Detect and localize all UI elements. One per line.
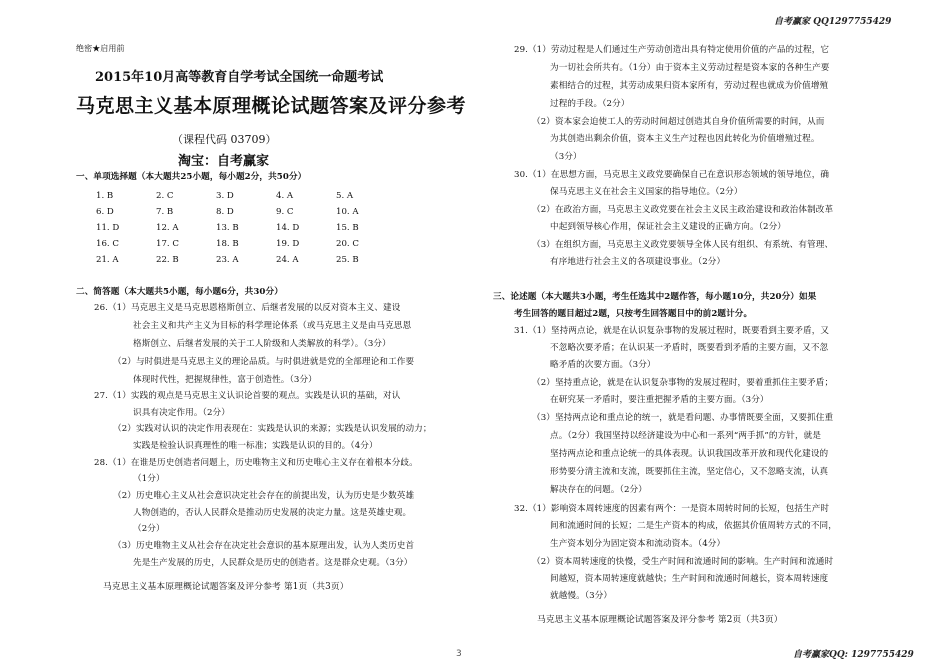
answer-line: 生产资本划分为固定资本和流动资本。（4分） [550,539,726,549]
answer-cell: 21. A [96,255,119,265]
answer-cell: 24. A [276,255,299,265]
answer-cell: 18. B [216,239,239,249]
answer-cell: 14. D [276,223,300,233]
answer-line: 28.（1）在谁是历史创造者问题上，历史唯物主义和历史唯心主义存在着根本分歧。 [94,458,418,468]
answer-line: 点。（2分）我国坚持以经济建设为中心和一系列“两手抓”的方针，就是 [550,431,822,441]
answer-cell: 10. A [336,207,359,217]
answer-cell: 22. B [156,255,179,265]
section-3-note: 考生回答的题目超过2题，只按考生回答题目中的前2题计分。 [514,309,753,319]
answer-line: （3）坚持两点论和重点论的统一，就是看问题、办事情既要全面，又要抓住重 [532,413,834,423]
answer-line: 为一切社会所共有。（1分）由于资本主义劳动过程是资本家的各种生产要 [550,63,830,73]
answer-cell: 1. B [96,191,114,201]
answer-row [96,252,396,268]
answer-cell: 2. C [156,191,174,201]
answer-line: （1分） [133,474,165,484]
left-page-footer: 马克思主义基本原理概论试题答案及评分参考 第1页（共3页） [103,582,349,592]
answer-line: 人物创造的，否认人民群众是推动历史发展的决定力量。这是英雄史观。 [133,508,412,518]
section-3-heading: 三、论述题（本大题共3小题，考生任选其中2题作答，每小题10分，共20分）如果 [493,292,817,302]
answer-cell: 15. B [336,223,359,233]
answer-line: 保马克思主义在社会主义国家的指导地位。（2分） [550,187,743,197]
answer-row [96,204,396,220]
document-title: 马克思主义基本原理概论试题答案及评分参考 [76,95,467,117]
answer-line: 略矛盾的次要方面。（3分） [550,360,656,370]
answer-cell: 6. D [96,207,114,217]
answer-line: 有序地进行社会主义的各项建设事业。（2分） [550,257,726,267]
answer-line: （2）与时俱进是马克思主义的理论品质。与时俱进就是党的全部理论和工作要 [113,357,415,367]
answer-cell: 7. B [156,207,174,217]
answer-row [96,236,396,252]
watermark-top: 自考赢家 QQ1297755429 [774,17,892,27]
shop-label: 淘宝：自考赢家 [178,154,270,169]
answer-line: 社会主义和共产主义为目标的科学理论体系（或马克思主义是由马克思恩 [133,321,412,331]
answer-line: 26.（1）马克思主义是马克思恩格斯创立、后继者发展的以反对资本主义、建设 [94,303,401,313]
answer-row [96,220,396,236]
answer-cell: 4. A [276,191,294,201]
answer-cell: 5. A [336,191,354,201]
exam-title: 2015年10月高等教育自学考试全国统一命题考试 [95,70,384,85]
answer-line: 中起到领导核心作用，保证社会主义建设的正确方向。（2分） [550,222,786,232]
answer-line: （2）历史唯心主义从社会意识决定社会存在的前提出发，认为历史是少数英雄 [113,491,415,501]
answer-line: （2）坚持重点论，就是在认识复杂事物的发展过程时，要着重抓住主要矛盾； [532,378,834,388]
right-page-footer: 马克思主义基本原理概论试题答案及评分参考 第2页（共3页） [537,615,783,625]
answer-line: （2）在政治方面，马克思主义政党要在社会主义民主政治建设和政治体制改革 [532,205,834,215]
answer-line: 31.（1）坚持两点论，就是在认识复杂事物的发展过程时，既要看到主要矛盾，又 [514,326,830,336]
answer-line: 27.（1）实践的观点是马克思主义认识论首要的观点。实践是认识的基础，对认 [94,391,401,401]
answer-line: 32.（1）影响资本周转速度的因素有两个：一是资本周转时间的长短，包括生产时 [514,504,830,514]
watermark-bottom: 自考赢家QQ: 1297755429 [793,650,914,660]
answer-line: 不忽略次要矛盾；在认识某一矛盾时，既要看到矛盾的主要方面，又不忽 [550,343,829,353]
answer-cell: 11. D [96,223,120,233]
course-code: （课程代码 03709） [172,133,277,146]
answer-line: 格斯创立、后继者发展的关于工人阶级和人类解放的科学）。（3分） [133,339,391,349]
answer-line: （2分） [133,524,165,534]
answer-line: （2）实践对认识的决定作用表现在：实践是认识的来源；实践是认识发展的动力； [113,424,432,434]
answer-line: 识具有决定作用。（2分） [133,408,230,418]
answer-cell: 16. C [96,239,119,249]
answer-line: （2）资本家会迫使工人的劳动时间超过创造其自身价值所需要的时间，从而 [532,117,825,127]
answer-line: 实践是检验认识真理性的唯一标准；实践是认识的目的。（4分） [133,441,378,451]
answer-line: （2）资本周转速度的快慢，受生产时间和流通时间的影响。生产时间和流通时 [532,557,834,567]
page-number: 3 [456,649,462,659]
answer-cell: 8. D [216,207,234,217]
answer-line: （3）在组织方面，马克思主义政党要领导全体人民有组织、有系统、有管理、 [532,240,834,250]
answer-line: （3分） [550,152,582,162]
secret-label: 绝密★启用前 [76,44,125,53]
answer-line: 为其创造出剩余价值，资本主义生产过程也因此转化为价值增殖过程。 [550,134,820,144]
answer-cell: 13. B [216,223,239,233]
answer-line: 在研究某一矛盾时，要注重把握矛盾的主要方面。（3分） [550,395,769,405]
answer-line: 坚持两点论和重点论统一的具体表现。认识我国改革开放和现代化建设的 [550,449,829,459]
section-2-heading: 二、简答题（本大题共5小题，每小题6分，共30分） [76,287,283,297]
answer-line: （3）历史唯物主义从社会存在决定社会意识的基本原理出发，认为人类历史首 [113,541,415,551]
answer-cell: 12. A [156,223,179,233]
answer-line: 29.（1）劳动过程是人们通过生产劳动创造出具有特定使用价值的产品的过程，它 [514,45,830,55]
answer-cell: 3. D [216,191,234,201]
answer-table [96,188,396,268]
answer-cell: 17. C [156,239,179,249]
answer-cell: 9. C [276,207,294,217]
answer-line: 间越短，资本周转速度就越快；生产时间和流通时间越长，资本周转速度 [550,574,829,584]
answer-row [96,188,396,204]
answer-cell: 23. A [216,255,239,265]
answer-line: 先是生产发展的历史，人民群众是历史的创造者。这是群众史观。（3分） [133,558,413,568]
section-1-heading: 一、单项选择题（本大题共25小题，每小题2分，共50分） [76,172,307,182]
answer-line: 30.（1）在思想方面，马克思主义政党要确保自己在意识形态领域的领导地位，确 [514,170,830,180]
answer-line: 体现时代性，把握规律性，富于创造性。（3分） [133,375,317,385]
right-page [475,0,950,672]
answer-line: 过程的手段。（2分） [550,99,630,109]
answer-line: 素相结合的过程，其劳动成果归资本家所有，劳动过程也就成为价值增殖 [550,81,829,91]
answer-line: 间和流通时间的长短；二是生产资本的构成，依据其价值周转方式的不同， [550,521,837,531]
answer-line: 解决存在的问题。（2分） [550,485,647,495]
answer-cell: 19. D [276,239,300,249]
answer-line: 形势要分清主流和支流，既要抓住主流，坚定信心，又不忽略支流，认真 [550,467,829,477]
answer-cell: 20. C [336,239,359,249]
answer-cell: 25. B [336,255,359,265]
answer-line: 就越慢。（3分） [550,591,613,601]
